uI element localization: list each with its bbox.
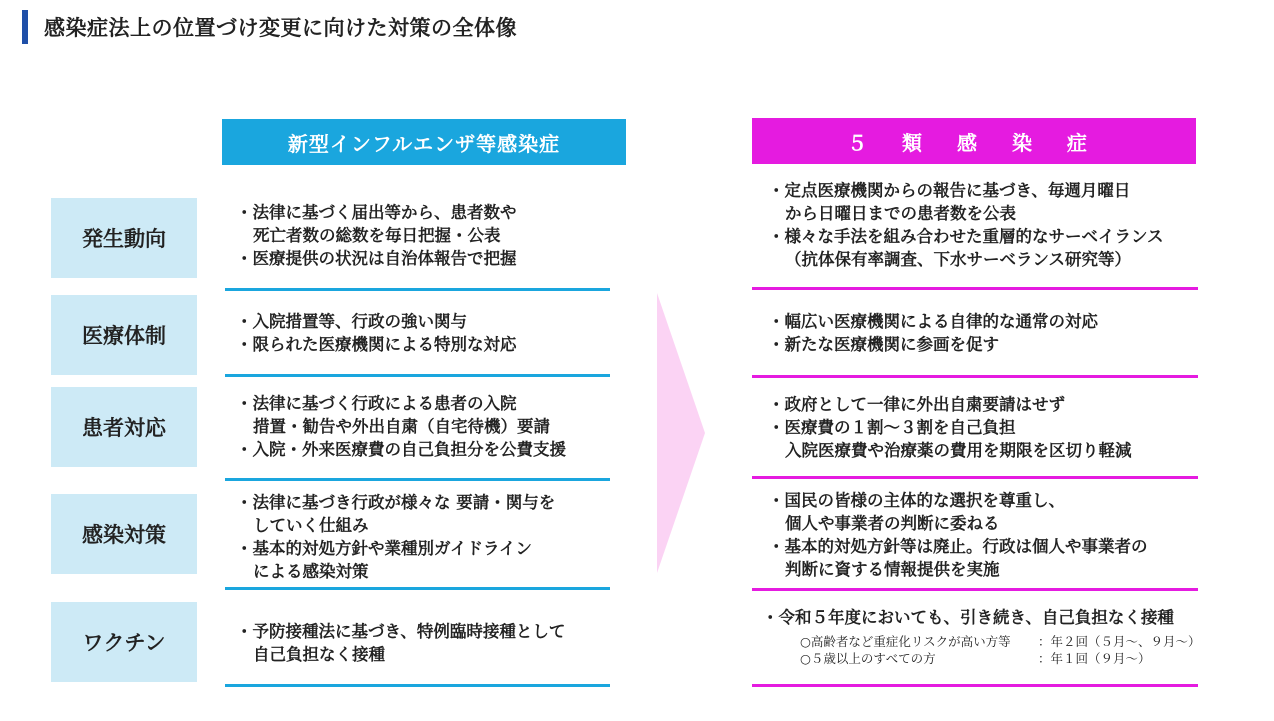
- row-divider: [752, 287, 1198, 290]
- cell-line: ・入院・外来医療費の自己負担分を公費支援: [236, 440, 566, 459]
- left-cell: [236, 310, 517, 356]
- column-header-left: 新型インフルエンザ等感染症: [222, 119, 626, 165]
- cell-line: ・様々な手法を組み合わせた重層的なサーベイランス: [768, 227, 1164, 246]
- row-divider: [225, 374, 610, 377]
- cell-line: ・国民の皆様の主体的な選択を尊重し、: [768, 491, 1065, 510]
- cell-line: ・医療費の１割～３割を自己負担: [768, 418, 1016, 437]
- cell-line: ・基本的対処方針や業種別ガイドライン: [236, 539, 533, 558]
- row-divider: [752, 684, 1198, 687]
- row-divider: [225, 587, 610, 590]
- left-cell: [236, 392, 566, 461]
- cell-line: 判断に資する情報提供を実施: [785, 560, 1000, 579]
- right-cell: [768, 393, 1132, 462]
- cell-line: ・法律に基づき行政が様々な 要請・関与を: [236, 493, 556, 512]
- right-cell: [762, 606, 1201, 667]
- cell-line: ・法律に基づく行政による患者の入院: [236, 394, 517, 413]
- category-label: 医療体制: [51, 295, 197, 375]
- cell-line: ・入院措置等、行政の強い関与: [236, 312, 467, 331]
- left-cell: [236, 620, 565, 666]
- row-divider: [752, 375, 1198, 378]
- cell-line: ・定点医療機関からの報告に基づき、毎週月曜日: [768, 181, 1131, 200]
- category-label: 発生動向: [51, 198, 197, 278]
- page-title: 感染症法上の位置づけ変更に向けた対策の全体像: [44, 16, 517, 40]
- cell-line: 措置・勧告や外出自粛（自宅待機）要請: [253, 417, 550, 436]
- cell-line: ・新たな医療機関に参画を促す: [768, 335, 999, 354]
- cell-line: ・予防接種法に基づき、特例臨時接種として: [236, 622, 566, 641]
- vaccine-schedule-row: [800, 650, 1201, 667]
- cell-line: （抗体保有率調査、下水サーベランス研究等）: [785, 250, 1132, 269]
- row-divider: [752, 588, 1198, 591]
- cell-line: ・令和５年度においても、引き続き、自己負担なく接種: [762, 608, 1174, 627]
- cell-line: ・医療提供の状況は自治体報告で把握: [236, 249, 517, 268]
- title-accent-bar: [22, 10, 28, 44]
- cell-line: していく仕組み: [253, 516, 369, 535]
- cell-line: ・基本的対処方針等は廃止。行政は個人や事業者の: [768, 537, 1148, 556]
- schedule-frequency: ：年１回（９月～）: [1038, 651, 1151, 666]
- category-label: 感染対策: [51, 494, 197, 574]
- row-divider: [752, 476, 1198, 479]
- category-label: ワクチン: [51, 602, 197, 682]
- row-divider: [225, 288, 610, 291]
- vaccine-schedule-row: [800, 633, 1201, 650]
- transition-arrow-icon: [657, 293, 707, 573]
- cell-line: 死亡者数の総数を毎日把握・公表: [253, 226, 501, 245]
- category-label: 患者対応: [51, 387, 197, 467]
- cell-line: 自己負担なく接種: [253, 645, 385, 664]
- cell-line: 入院医療費や治療薬の費用を期限を区切り軽減: [785, 441, 1132, 460]
- right-cell: [768, 310, 1098, 356]
- cell-line: 個人や事業者の判断に委ねる: [785, 514, 1000, 533]
- right-cell: [768, 489, 1148, 581]
- schedule-target: ○５歳以上のすべての方: [800, 651, 936, 666]
- cell-line: ・限られた医療機関による特別な対応: [236, 335, 517, 354]
- schedule-target: ○高齢者など重症化リスクが高い方等: [800, 634, 1011, 649]
- cell-line: ・幅広い医療機関による自律的な通常の対応: [768, 312, 1098, 331]
- row-divider: [225, 478, 610, 481]
- column-header-right: ５ 類 感 染 症: [752, 118, 1196, 164]
- cell-line: ・法律に基づく届出等から、患者数や: [236, 203, 517, 222]
- cell-line: ・政府として一律に外出自粛要請はせず: [768, 395, 1065, 414]
- left-cell: [236, 201, 517, 270]
- cell-line: から日曜日までの患者数を公表: [785, 204, 1016, 223]
- left-cell: [236, 491, 555, 583]
- right-cell: [768, 179, 1164, 271]
- schedule-frequency: ：年２回（５月～、９月～）: [1038, 634, 1201, 649]
- row-divider: [225, 684, 610, 687]
- cell-line: による感染対策: [253, 562, 369, 581]
